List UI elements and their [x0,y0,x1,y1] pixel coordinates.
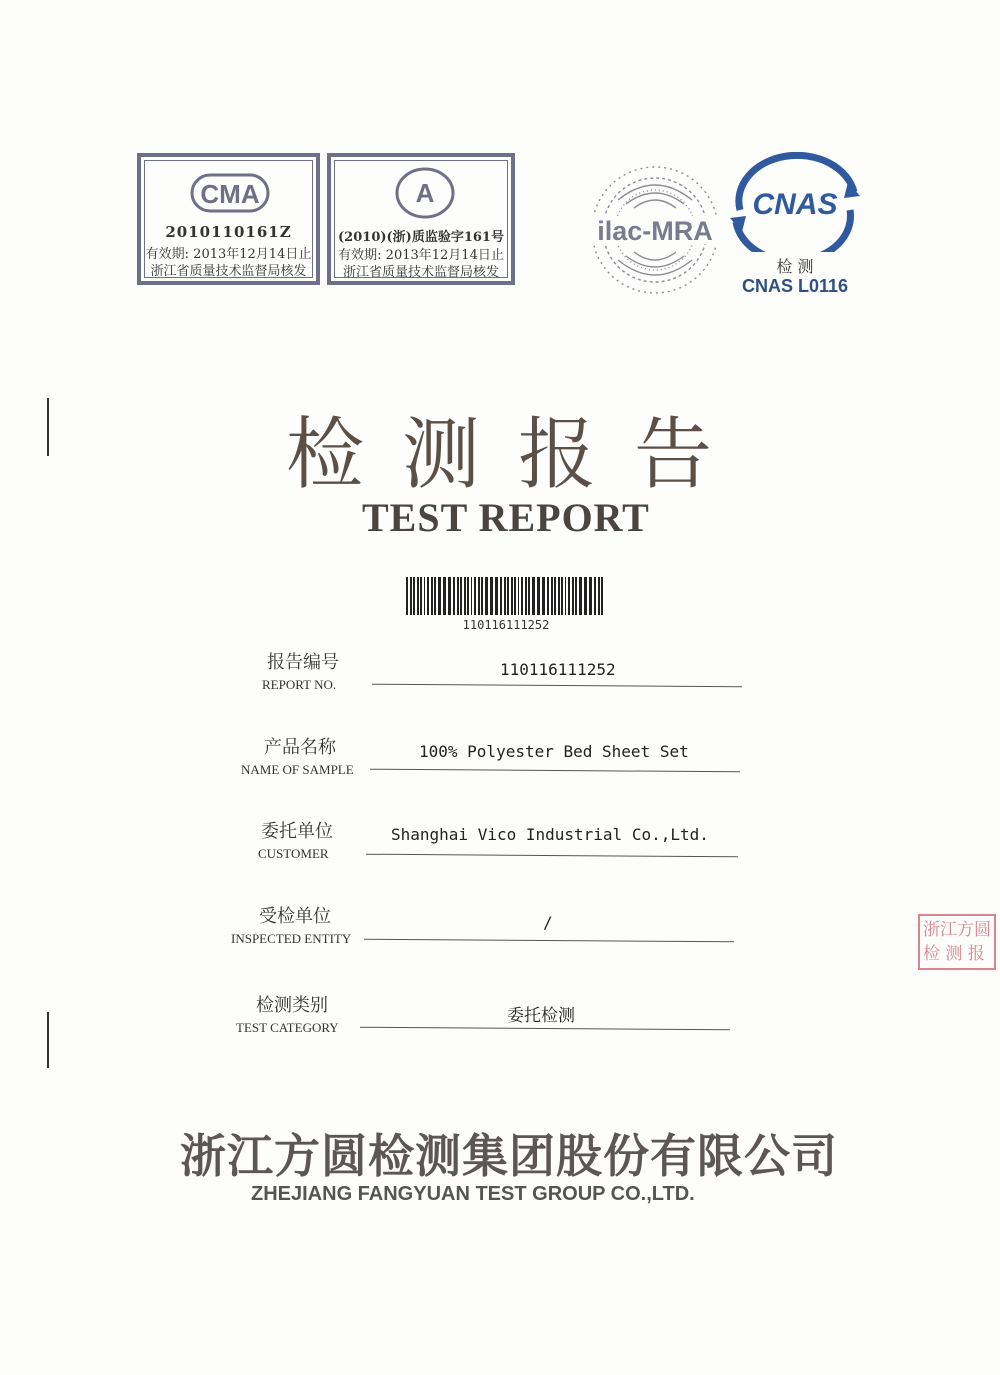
field-label-cn: 报告编号 [267,652,339,673]
cma-validity: 有效期: 2013年12月14日止 [145,247,312,262]
barcode-bar [601,577,603,615]
barcode-bar [434,577,436,615]
barcode-bar [528,577,530,615]
barcode-bar [504,577,506,615]
barcode-bar [565,577,566,615]
barcode-bar [481,577,483,615]
cal-issuer: 浙江省质量技术监督局核发 [342,265,499,280]
field-label-en: INSPECTED ENTITY [231,931,352,946]
barcode-bar [598,577,600,615]
margin-mark-top [47,398,49,456]
barcode-bar [514,577,516,615]
barcode-bar [457,577,459,615]
field-label-en: REPORT NO. [262,677,337,692]
field-label-cn: 产品名称 [264,737,336,758]
field-value: 110116111252 [500,660,616,679]
barcode-bar [464,577,466,615]
barcode-bar [521,577,523,615]
cnas-logo-icon [728,152,862,252]
field-underline [360,1027,730,1031]
barcode-bar [537,577,540,615]
field-label-en: TEST CATEGORY [236,1020,339,1035]
cal-code: (2010)(浙)质监验字161号 [338,230,504,245]
barcode-bar [467,577,469,615]
barcode-bar [443,577,446,615]
field-value: 委托检测 [507,1006,575,1026]
cma-code: 2010110161Z [165,223,292,241]
title-en: TEST REPORT [362,495,650,540]
barcode-bar [532,577,535,615]
field-underline [366,854,738,858]
field-value: / [543,913,553,932]
barcode-bar [474,577,476,615]
company-name-cn: 浙江方圆检测集团股份有限公司 [180,1129,838,1183]
barcode-bar [568,577,570,615]
barcode-bar [589,577,592,615]
svg-text:A: A [415,178,435,208]
barcode-bar [518,577,519,615]
barcode-bar [431,577,433,615]
field-underline [370,769,740,773]
field-label-en: NAME OF SAMPLE [241,762,354,777]
barcode-bar [460,577,462,615]
barcode-bar [547,577,549,615]
barcode-bar [554,577,556,615]
title-cn: 检测报告 [286,410,751,500]
barcode-bar [490,577,493,615]
barcode-bar [561,577,563,615]
barcode-bar [579,577,582,615]
barcode-bar [424,577,425,615]
barcode-bar [551,577,553,615]
field-label-en: CUSTOMER [258,846,329,861]
barcode-bar [572,577,574,615]
cma-issuer: 浙江省质量技术监督局核发 [150,264,307,279]
cal-validity: 有效期: 2013年12月14日止 [338,248,504,263]
barcode-bar [485,577,488,615]
field-underline [372,684,742,688]
cal-certificate-box [327,153,515,285]
field-label-cn: 受检单位 [259,906,331,927]
barcode-bar [478,577,480,615]
barcode-bar [584,577,587,615]
barcode-bar [427,577,429,615]
field-label-cn: 检测类别 [256,995,328,1016]
barcode-number: 110116111252 [462,618,550,632]
seal-line-1: 浙江方圆 [923,920,991,940]
barcode-bar [500,577,502,615]
margin-mark-bottom [47,1012,49,1068]
barcode-bar [417,577,419,615]
barcode-bar [406,577,408,615]
company-name-en: ZHEJIANG FANGYUAN TEST GROUP CO.,LTD. [251,1183,695,1205]
barcode-bar [558,577,560,615]
barcode-bar [594,577,596,615]
cnas-label-cn: 检 测 [776,257,814,276]
cma-logo-icon [190,171,270,215]
cnas-logo-text: CNAS [752,188,838,221]
red-seal-stamp [918,914,996,970]
barcode-bar [507,577,509,615]
barcode-bar [495,577,498,615]
barcode-bar [453,577,455,615]
barcode-bar [575,577,577,615]
barcode-bar [448,577,451,615]
field-underline [364,939,734,943]
ilac-mra-logo-icon [588,160,722,300]
field-value: Shanghai Vico Industrial Co.,Ltd. [391,825,709,844]
cal-logo-icon [395,167,455,219]
barcode-bar [471,577,472,615]
barcode-bar [438,577,441,615]
barcode-bar [410,577,412,615]
barcode-bar [413,577,415,615]
seal-line-2: 检 测 报 [923,944,985,964]
field-value: 100% Polyester Bed Sheet Set [419,742,689,761]
field-label-cn: 委托单位 [261,821,333,842]
barcode-icon [404,577,608,615]
barcode-bar [525,577,527,615]
cnas-code: CNAS L0116 [741,276,849,296]
barcode-bar [542,577,545,615]
barcode-bar [420,577,422,615]
barcode-bar [511,577,513,615]
cma-certificate-box [137,153,320,285]
ilac-mra-label: ilac-MRA [597,216,713,246]
cma-logo-text: CMA [200,179,260,209]
